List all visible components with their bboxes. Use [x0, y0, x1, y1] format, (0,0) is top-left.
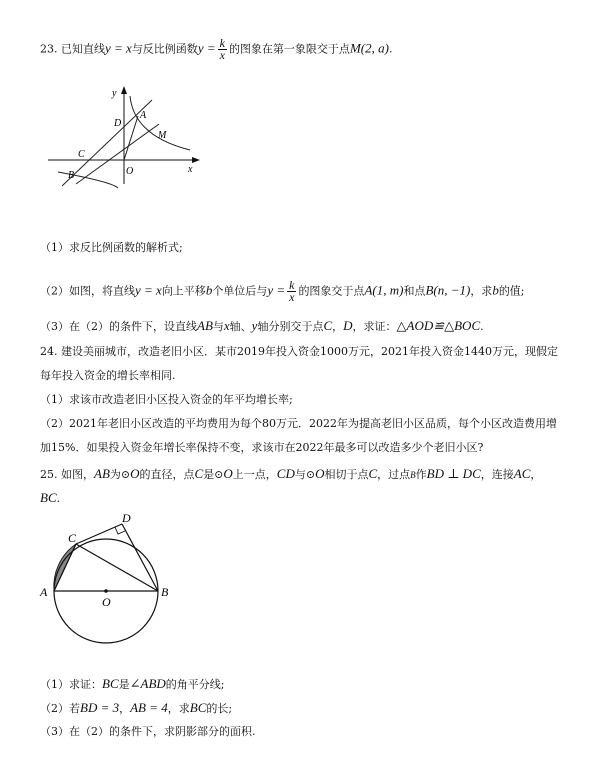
label-O: O — [126, 166, 134, 177]
q25-sub2: （2）若BD = 3，AB = 4，求BC的长; — [40, 700, 233, 715]
shifted-line — [62, 100, 152, 186]
label-y: y — [112, 88, 117, 99]
figure-coordinate-graph — [44, 84, 204, 189]
label-B: B — [68, 170, 75, 181]
label-D: D — [114, 118, 122, 129]
q23-sub1: （1）求反比例函数的解析式; — [40, 241, 183, 254]
q23-statement: 23. 已知直线y = x与反比例函数y = $\frac{k}{x}$ 的图象在第一象限交于点M(2, a). — [40, 36, 393, 62]
q25-sub3: （3）在（2）的条件下，求阴影部分的面积. — [40, 725, 256, 738]
label-C: C — [68, 531, 77, 545]
y-axis-arrow — [121, 86, 127, 94]
q24-sub2-line1: （2）2021年老旧小区改造的平均费用为每个80万元．2022年为提高老旧小区品质，每个小区改造费用增 — [40, 417, 557, 430]
q24-line2: 每年投入资金的增长率相同. — [40, 369, 176, 382]
q24-sub2-line2: 加15%．如果投入资金年增长率保持不变，求该市在2022年最多可以改造多少个老旧小区? — [40, 441, 484, 454]
label-O: O — [102, 595, 111, 609]
label-A: A — [40, 585, 48, 599]
label-D: D — [122, 511, 131, 525]
q23-sub2: （2）如图，将直线y = x向上平移b个单位后与y = $\frac{k}{x}$ 的图象交于点A(1, m)和点B(n, −1)，求b的值; — [40, 278, 525, 304]
figure-circle — [38, 510, 178, 650]
x-axis-arrow — [192, 157, 200, 163]
label-B: B — [161, 585, 169, 599]
fraction-k-over-x: $\frac{k}{x}$ — [219, 36, 225, 62]
fraction-k-over-x-2: $\frac{k}{x}$ — [289, 278, 295, 304]
q23-sub3: （3）在（2）的条件下，设直线AB与x轴、y轴分别交于点C，D，求证：△AOD≌△BOC. — [40, 318, 484, 333]
label-x: x — [188, 164, 193, 175]
label-M: M — [158, 130, 167, 141]
q25-statement-cont: BC. — [40, 490, 61, 505]
q25-statement: 25. 如图，AB为⊙O的直径，点C是⊙O上一点，CD与⊙O相切于点C，过点B作BD ⊥ DC，连接AC， — [40, 466, 542, 481]
hyperbola-branch-2 — [58, 172, 118, 188]
label-A: A — [140, 110, 147, 121]
q24-sub1: （1）求该市改造老旧小区投入资金的年平均增长率; — [40, 393, 293, 406]
q25-sub1: （1）求证：BC是∠ABD的角平分线; — [40, 676, 225, 691]
label-C: C — [78, 149, 85, 160]
segment-OA — [124, 116, 138, 160]
center-dot — [104, 589, 108, 593]
hyperbola-branch-1 — [130, 96, 190, 150]
q24-line1: 24. 建设美丽城市，改造老旧小区．某市2019年投入资金1000万元，2021年投入资金1440万元，现假定 — [40, 345, 558, 358]
